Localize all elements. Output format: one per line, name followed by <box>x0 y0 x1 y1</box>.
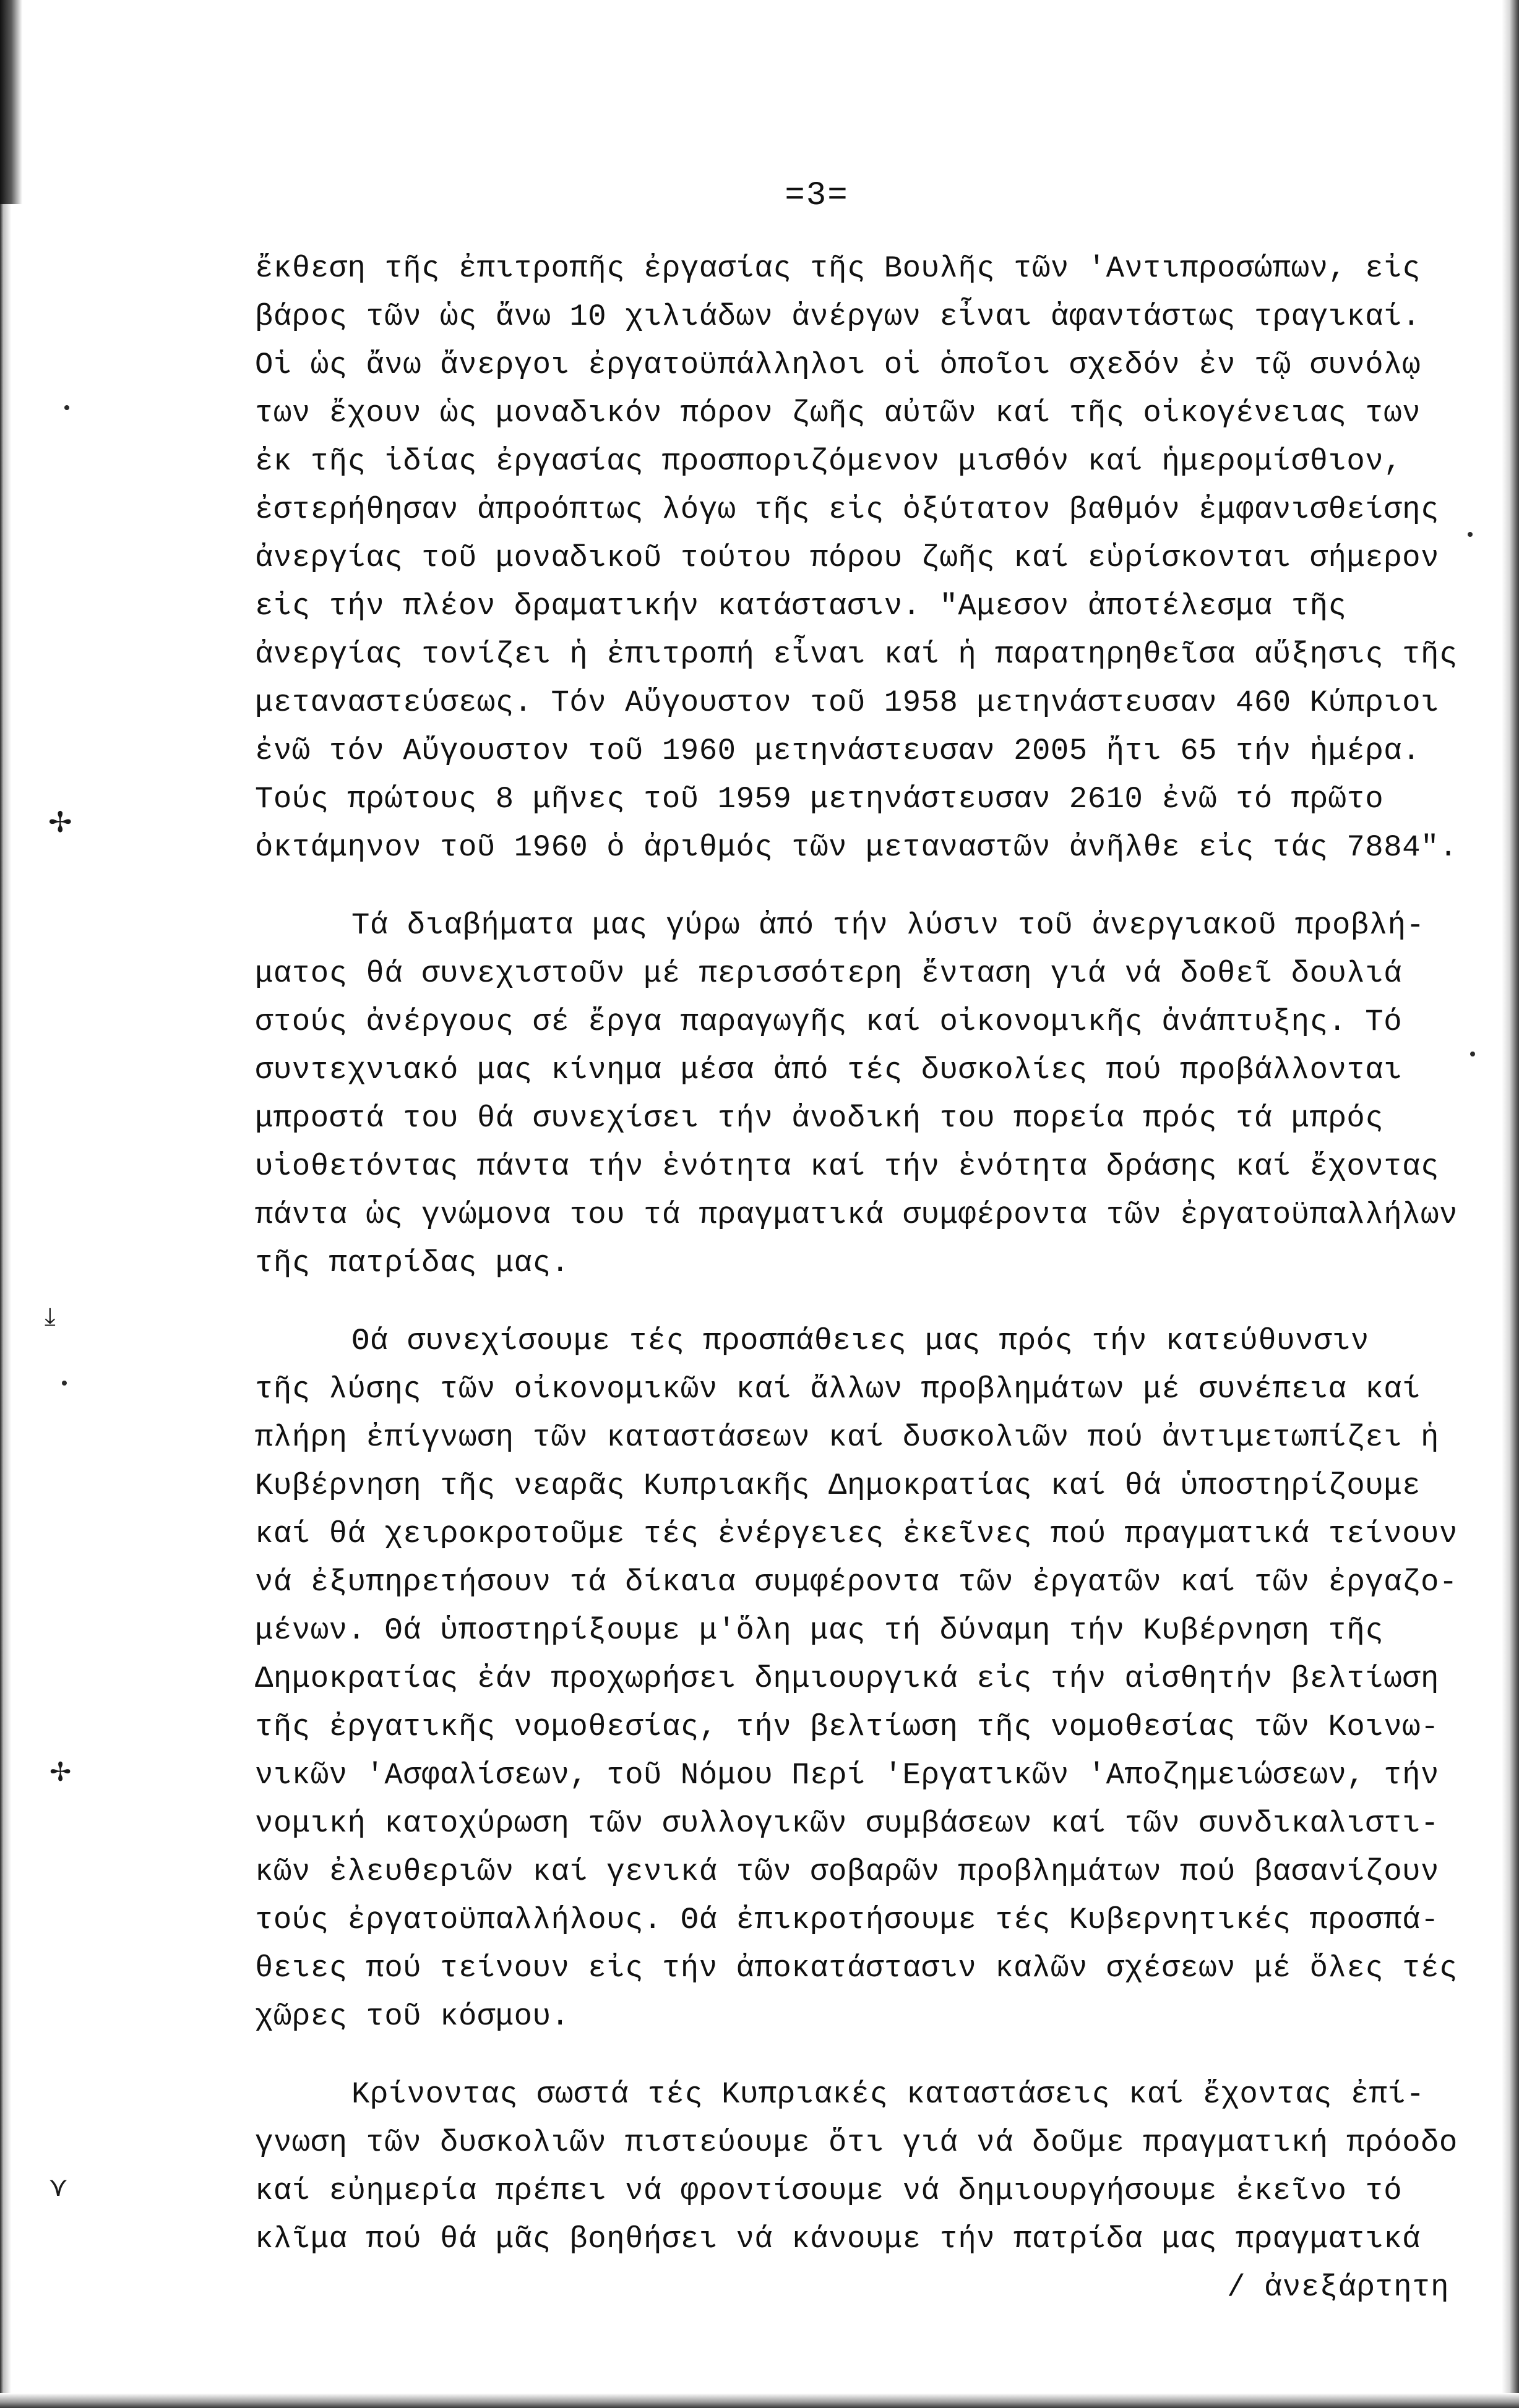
continuation-catchword: / ἀνεξάρτητη <box>1227 2270 1449 2305</box>
text-line: νά ἐξυπηρετήσουν τά δίκαια συμφέροντα τῶν ἐργατῶν καί τῶν ἐργαζο- <box>255 1565 1458 1600</box>
text-line: ἀνεργίας τονίζει ἡ ἐπιτροπή εἶναι καί ἡ παρατηρηθεῖσα αὔξησις τῆς <box>255 637 1458 672</box>
text-line: ὀκτάμηνον τοῦ 1960 ὁ ἀριθμός τῶν μεταναστῶν ἀνῆλθε εἰς τάς 7884". <box>255 830 1458 865</box>
text-line: ἔκθεση τῆς ἐπιτροπῆς ἐργασίας τῆς Βουλῆς τῶν 'Αντιπροσώπων, εἰς <box>255 251 1421 286</box>
text-line: καί εὐημερία πρέπει νά φροντίσουμε νά δημιουργήσουμε ἐκεῖνο τό <box>255 2174 1403 2208</box>
text-line: καί θά χειροκροτοῦμε τές ἐνέργειες ἐκεῖνες πού πραγματικά τείνουν <box>255 1517 1458 1551</box>
text-line: ἐνῶ τόν Αὔγουστον τοῦ 1960 μετηνάστευσαν 2005 ἤτι 65 τήν ἡμέρα. <box>255 734 1421 768</box>
text-line: μένων. Θά ὑποστηρίξουμε μ'ὅλη μας τή δύναμη τήν Κυβέρνηση τῆς <box>255 1613 1384 1648</box>
text-line: ἐστερήθησαν ἀπροόπτως λόγω τῆς εἰς ὀξύτατον βαθμόν ἐμφανισθείσης <box>255 492 1439 527</box>
text-line: πλήρη ἐπίγνωση τῶν καταστάσεων καί δυσκολιῶν πού ἀντιμετωπίζει ἡ <box>255 1420 1439 1455</box>
margin-dot <box>64 405 69 410</box>
text-line: πάντα ὡς γνώμονα του τά πραγματικά συμφέροντα τῶν ἐργατοϋπαλλήλων <box>255 1198 1458 1232</box>
text-line: Κρίνοντας σωστά τές Κυπριακές καταστάσεις καί ἔχοντας ἐπί- <box>351 2077 1425 2112</box>
paragraph <box>255 244 1486 872</box>
document-body <box>255 244 1486 2312</box>
text-line: τῆς πατρίδας μας. <box>255 1246 570 1280</box>
text-line: τῆς ἐργατικῆς νομοθεσίας, τήν βελτίωση τῆς νομοθεσίας τῶν Κοινω- <box>255 1710 1439 1744</box>
margin-cross-mark: ✢ <box>49 1757 72 1787</box>
scan-bottom-edge <box>0 2393 1519 2408</box>
text-line: Τούς πρώτους 8 μῆνες τοῦ 1959 μετηνάστευσαν 2610 ἐνῶ τό πρῶτο <box>255 782 1384 816</box>
paragraph <box>255 1317 1486 2041</box>
text-line: χῶρες τοῦ κόσμου. <box>255 1999 570 2034</box>
text-line: εἰς τήν πλέον δραματικήν κατάστασιν. "Αμεσον ἀποτέλεσμα τῆς <box>255 589 1347 623</box>
text-line: Δημοκρατίας ἐάν προχωρήσει δημιουργικά εἰς τήν αἰσθητήν βελτίωση <box>255 1661 1439 1696</box>
text-line: Τά διαβήματα μας γύρω ἀπό τήν λύσιν τοῦ ἀνεργιακοῦ προβλή- <box>351 908 1425 943</box>
text-line: Κυβέρνηση τῆς νεαρᾶς Κυπριακῆς Δημοκρατίας καί θά ὑποστηρίζουμε <box>255 1468 1421 1503</box>
text-line: θειες πού τείνουν εἰς τήν ἀποκατάστασιν καλῶν σχέσεων μέ ὅλες τές <box>255 1951 1458 1986</box>
text-line: κῶν ἐλευθεριῶν καί γενικά τῶν σοβαρῶν προβλημάτων πού βασανίζουν <box>255 1854 1439 1889</box>
text-line: νικῶν 'Ασφαλίσεων, τοῦ Νόμου Περί 'Εργατικῶν 'Αποζημειώσεων, τήν <box>255 1758 1439 1793</box>
text-line: συντεχνιακό μας κίνημα μέσα ἀπό τές δυσκολίες πού προβάλλονται <box>255 1053 1403 1087</box>
text-line: στούς ἀνέργους σέ ἔργα παραγωγῆς καί οἰκονομικῆς ἀνάπτυξης. Τό <box>255 1005 1403 1039</box>
page-number: =3= <box>785 177 849 215</box>
text-line: μπροστά του θά συνεχίσει τήν ἀνοδική του πορεία πρός τά μπρός <box>255 1101 1384 1136</box>
margin-arrow-mark: ⤓ <box>45 1303 56 1331</box>
text-line: τούς ἐργατοϋπαλλήλους. Θά ἐπικροτήσουμε τές Κυβερνητικές προσπά- <box>255 1903 1439 1937</box>
margin-dot <box>62 1381 67 1386</box>
paragraph <box>255 2070 1486 2312</box>
text-line: ματος θά συνεχιστοῦν μέ περισσότερη ἔνταση γιά νά δοθεῖ δουλιά <box>255 956 1403 991</box>
text-line: βάρος τῶν ὡς ἄνω 10 χιλιάδων ἀνέργων εἶναι ἀφαντάστως τραγικαί. <box>255 299 1421 334</box>
margin-y-mark: ⋎ <box>48 2171 69 2203</box>
text-line: Θά συνεχίσουμε τές προσπάθειες μας πρός τήν κατεύθυνσιν <box>351 1324 1369 1358</box>
text-line: κλῖμα πού θά μᾶς βοηθήσει νά κάνουμε τήν πατρίδα μας πραγματικά <box>255 2222 1421 2256</box>
scan-left-edge <box>0 0 11 2408</box>
text-line: υἱοθετόντας πάντα τήν ἑνότητα καί τήν ἑνότητα δράσης καί ἔχοντας <box>255 1149 1439 1184</box>
scan-right-edge <box>1502 0 1519 2408</box>
text-line: γνωση τῶν δυσκολιῶν πιστεύουμε ὅτι γιά νά δοῦμε πραγματική πρόοδο <box>255 2125 1458 2160</box>
text-line: τῆς λύσης τῶν οἰκονομικῶν καί ἄλλων προβλημάτων μέ συνέπεια καί <box>255 1372 1421 1407</box>
text-line: μεταναστεύσεως. Τόν Αὔγουστον τοῦ 1958 μετηνάστευσαν 460 Κύπριοι <box>255 685 1439 720</box>
text-line: ἀνεργίας τοῦ μοναδικοῦ τούτου πόρου ζωῆς καί εὑρίσκονται σήμερον <box>255 541 1439 575</box>
margin-cross-mark: ✢ <box>48 805 72 839</box>
scan-top-left-shadow <box>0 0 22 204</box>
text-line: Οἱ ὡς ἄνω ἄνεργοι ἐργατοϋπάλληλοι οἱ ὁποῖοι σχεδόν ἐν τῷ συνόλῳ <box>255 348 1421 382</box>
text-line: ἐκ τῆς ἰδίας ἐργασίας προσποριζόμενον μισθόν καί ἡμερομίσθιον, <box>255 444 1403 479</box>
text-line: των ἔχουν ὡς μοναδικόν πόρον ζωῆς αὐτῶν καί τῆς οἰκογένειας των <box>255 396 1421 431</box>
text-line: νομική κατοχύρωση τῶν συλλογικῶν συμβάσεων καί τῶν συνδικαλιστι- <box>255 1806 1439 1841</box>
paragraph <box>255 901 1486 1287</box>
